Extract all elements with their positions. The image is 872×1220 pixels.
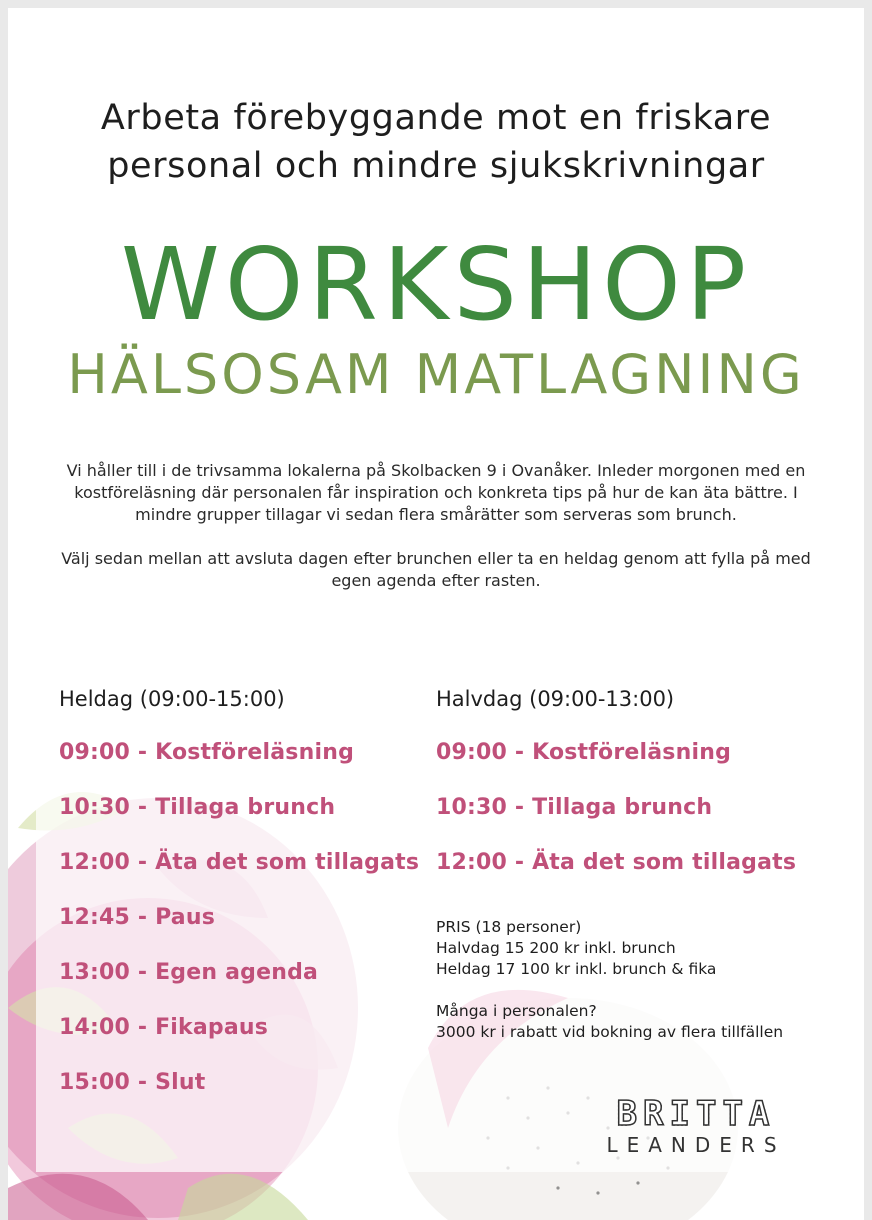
page-title: WORKSHOP (120, 226, 752, 343)
half-day-heading: Halvdag (09:00-13:00) (436, 687, 675, 711)
britta-leanders-logo (576, 1096, 816, 1162)
pricing-info (436, 917, 836, 1043)
intro-paragraph-2: Välj sedan mellan att avsluta dagen efter brunchen eller ta en heldag genom att fylla på med egen agenda efter rasten. (61, 549, 811, 590)
schedule-item: 09:00 - Kostföreläsning (436, 740, 732, 765)
intro-paragraph-1: Vi håller till i de trivsamma lokalerna på Skolbacken 9 i Ovanåker. Inleder morgonen med en kostföreläsning där personalen får inspiration och konkreta tips på hur de kan äta bättre. I mindre grupper tillagar vi sedan flera smårätter som serveras som brunch. (66, 461, 806, 524)
half-day-schedule (436, 684, 796, 901)
poster (8, 8, 864, 1220)
schedule-item: 10:30 - Tillaga brunch (59, 795, 336, 820)
full-day-heading: Heldag (09:00-15:00) (59, 687, 285, 711)
headline-line-2: personal och mindre sjukskrivningar (107, 146, 765, 186)
schedule-item: 10:30 - Tillaga brunch (436, 795, 713, 820)
intro-text (48, 460, 824, 614)
pricing-discount: 3000 kr i rabatt vid bokning av flera tillfällen (436, 1023, 784, 1041)
logo-wordmark-top: BRITTA (576, 1096, 816, 1132)
pricing-heading: PRIS (18 personer) (436, 918, 582, 936)
headline-line-1: Arbeta förebyggande mot en friskare (100, 98, 772, 138)
headline (8, 94, 864, 190)
pricing-full-day: Heldag 17 100 kr inkl. brunch & fika (436, 960, 717, 978)
pricing-question: Många i personalen? (436, 1002, 597, 1020)
full-day-schedule (59, 684, 419, 1121)
pricing-half-day: Halvdag 15 200 kr inkl. brunch (436, 939, 676, 957)
page-subtitle: HÄLSOSAM MATLAGNING (67, 343, 805, 406)
schedule-item: 14:00 - Fikapaus (59, 1015, 269, 1040)
logo-wordmark-bottom: LEANDERS (606, 1133, 786, 1157)
schedule-item: 09:00 - Kostföreläsning (59, 740, 355, 765)
schedule-item: 13:00 - Egen agenda (59, 960, 319, 985)
schedule-item: 15:00 - Slut (59, 1070, 206, 1095)
schedule-item: 12:45 - Paus (59, 905, 216, 930)
schedule-item: 12:00 - Äta det som tillagats (436, 850, 797, 875)
schedule-item: 12:00 - Äta det som tillagats (59, 850, 420, 875)
